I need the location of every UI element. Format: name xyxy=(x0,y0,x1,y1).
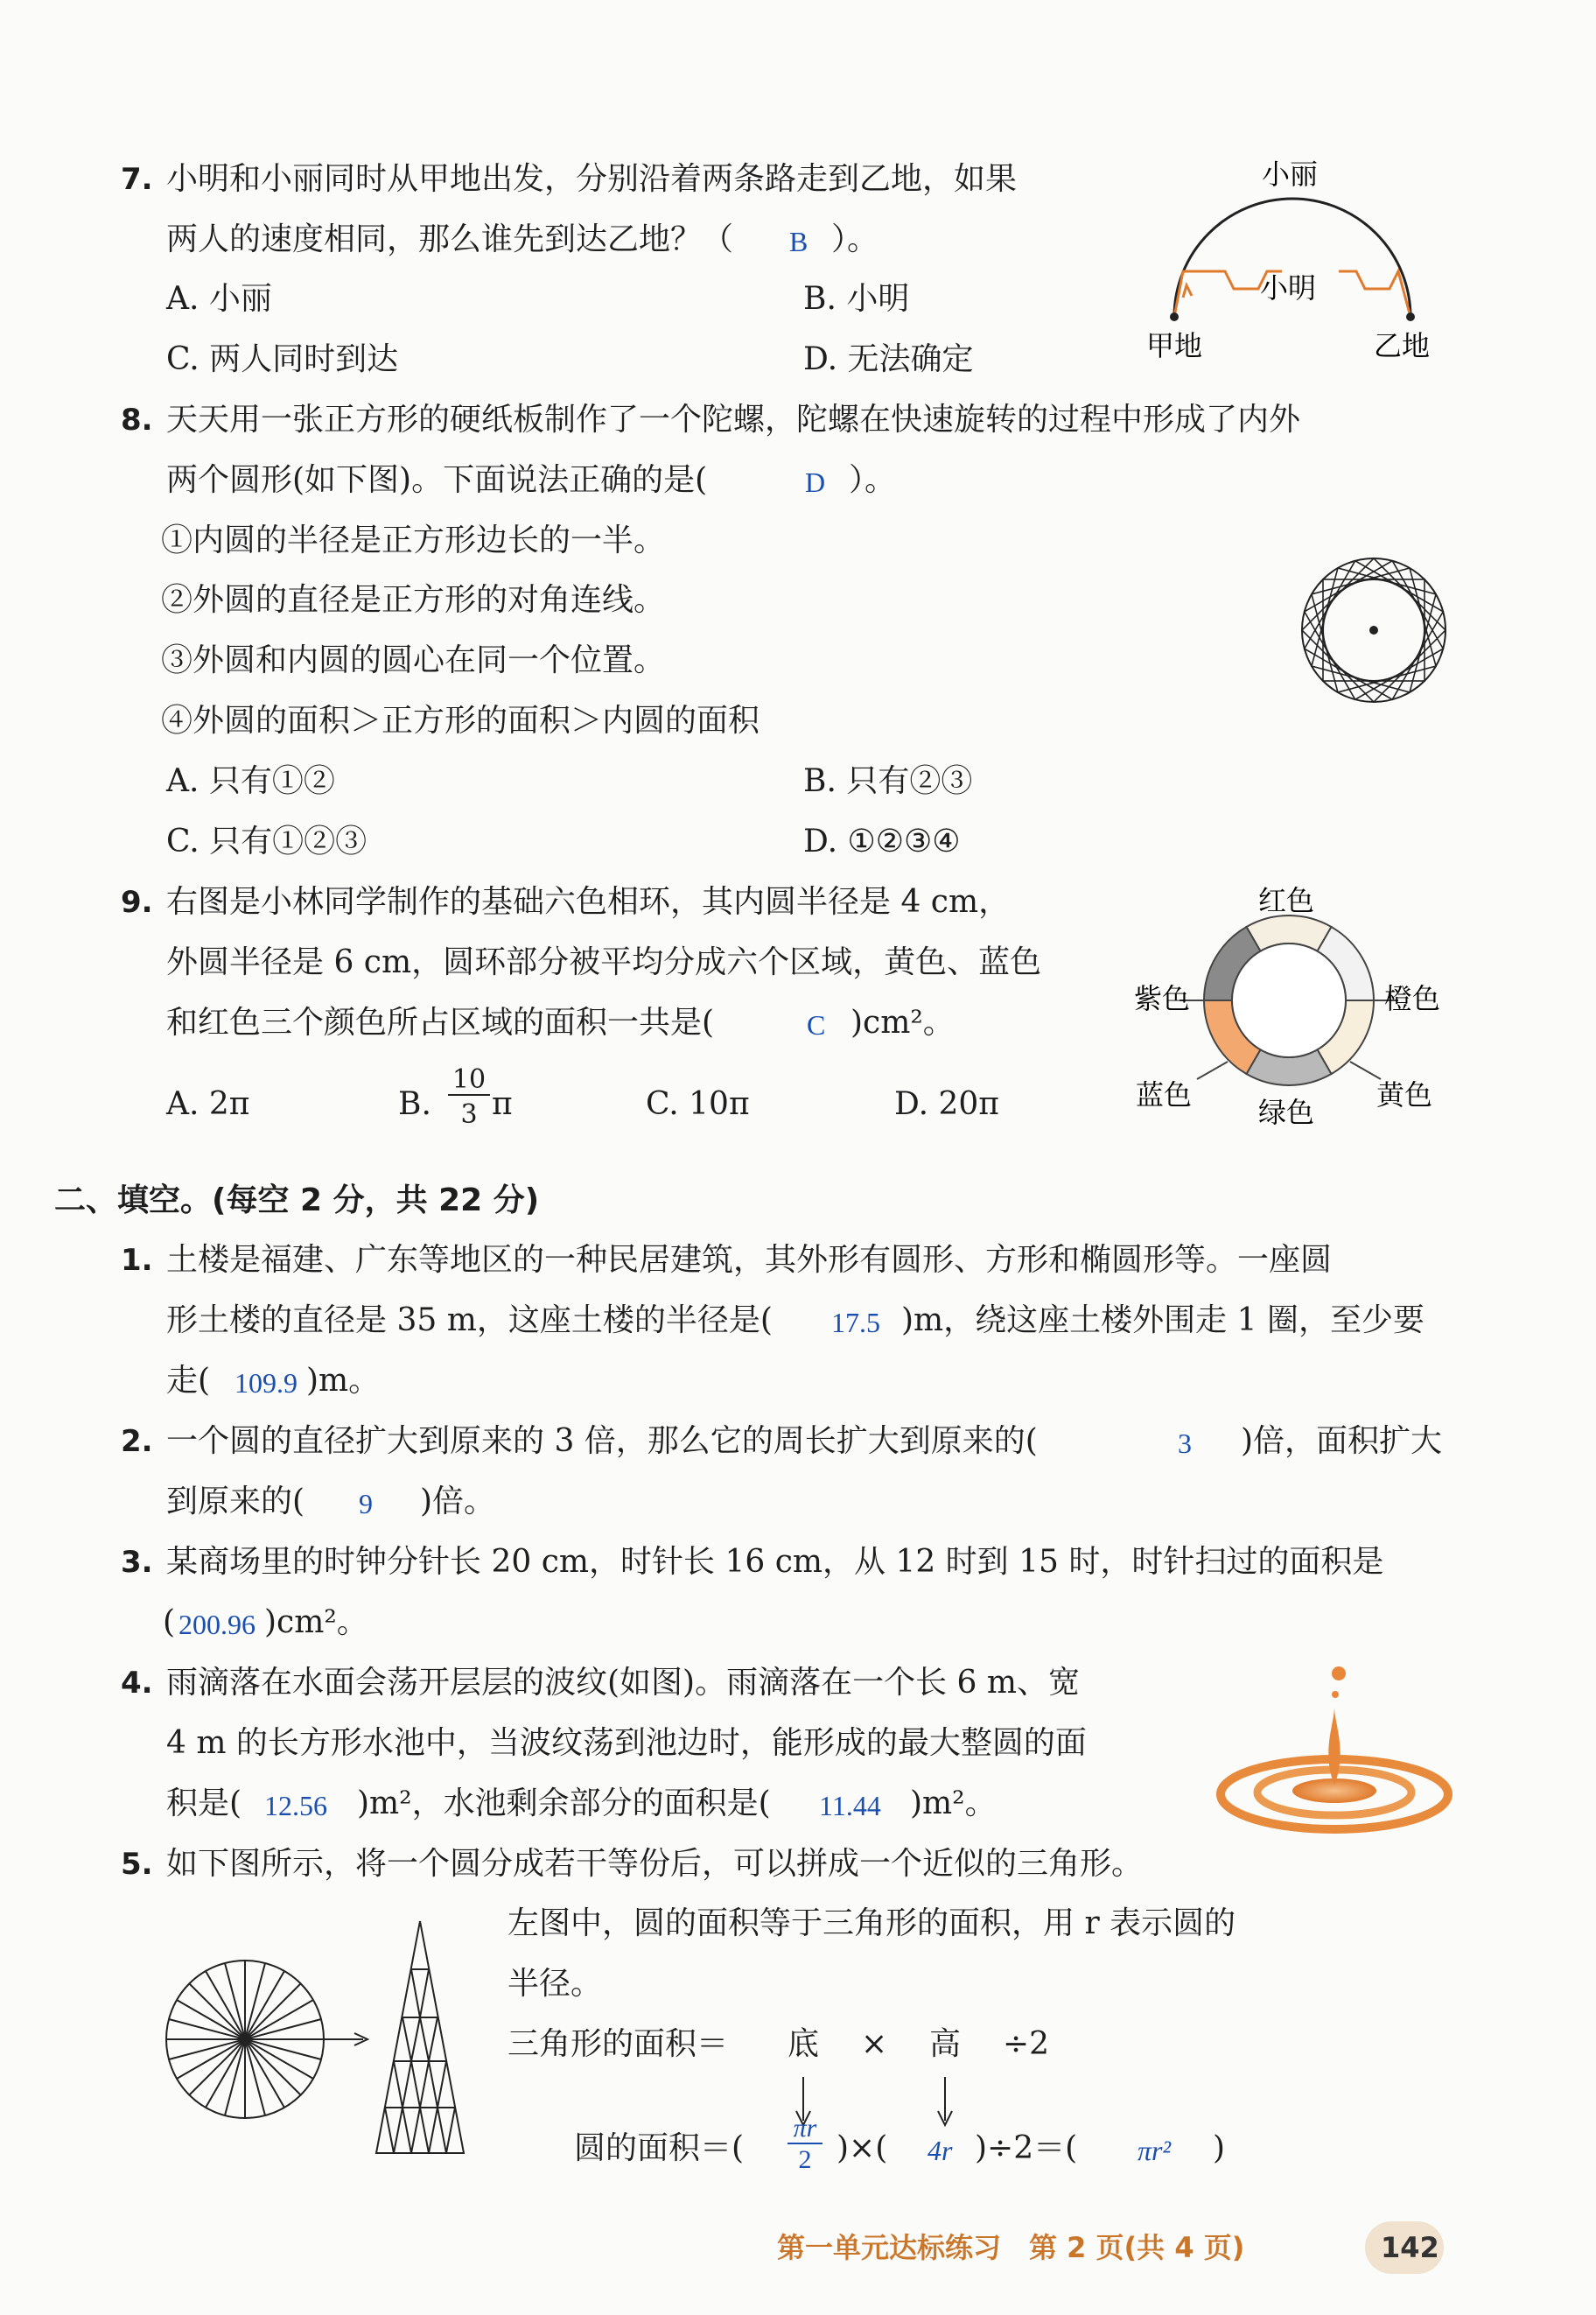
fill-q1-line2a: 形土楼的直径是 35 m，这座土楼的半径是( xyxy=(166,1302,773,1338)
q7-route-figure xyxy=(1129,158,1461,368)
fill-q4-line1: 雨滴落在水面会荡开层层的波纹(如图)。雨滴落在一个长 6 m、宽 xyxy=(166,1665,1081,1701)
q9-answer: C xyxy=(807,1009,826,1041)
q5-mid1: )×( xyxy=(836,2130,888,2166)
q7-line2b: ）。 xyxy=(831,221,879,257)
q5-description-1: 左图中，圆的面积等于三角形的面积，用 r 表示圆的 xyxy=(508,1905,1236,1941)
q8-answer: D xyxy=(805,467,826,498)
section2-title: 二、填空。(每空 2 分，共 22 分) xyxy=(54,1182,540,1218)
q8-option-b: B. 只有②③ xyxy=(803,763,973,799)
q5-answer1-numerator: πr xyxy=(788,2115,822,2144)
q5-circle-to-triangle-figure xyxy=(158,1917,490,2179)
q9-option-b-pi: π xyxy=(492,1086,513,1122)
fill-q2-number: 2. xyxy=(121,1424,153,1459)
fill-q1-line2b: )m，绕这座土楼外围走 1 圈，至少要 xyxy=(901,1302,1424,1338)
fill-q4-line2: 4 m 的长方形水池中，当波纹荡到池边时，能形成的最大整圆的面 xyxy=(166,1725,1087,1761)
q9-line2: 外圆半径是 6 cm，圆环部分被平均分成六个区域，黄色、蓝色 xyxy=(166,944,1042,980)
q8-option-c: C. 只有①②③ xyxy=(166,824,368,859)
q9-option-b-denominator: 3 xyxy=(460,1099,478,1130)
q7-option-c: C. 两人同时到达 xyxy=(166,341,399,377)
fill-q2-answer2: 9 xyxy=(359,1488,373,1519)
q5-circle-formula: 圆的面积＝( xyxy=(574,2130,745,2166)
q7-label-xiaoming: 小明 xyxy=(1260,271,1317,305)
fill-q1-line3b: )m。 xyxy=(306,1363,381,1399)
q4-water-ripple-figure xyxy=(1208,1654,1461,1838)
q9-option-a: A. 2π xyxy=(166,1086,250,1122)
q8-line1: 天天用一张正方形的硬纸板制作了一个陀螺，陀螺在快速旋转的过程中形成了内外 xyxy=(166,402,1301,438)
page-number: 142 xyxy=(1381,2231,1439,2264)
q9-option-b-label: B. xyxy=(398,1086,431,1122)
fill-q4-number: 4. xyxy=(121,1666,153,1701)
q5-height-label: 高 xyxy=(929,2026,962,2062)
q7-option-d: D. 无法确定 xyxy=(803,341,974,377)
q5-divide-two: ÷2 xyxy=(1003,2026,1050,2062)
fill-q1-answer2: 109.9 xyxy=(234,1367,298,1399)
q9-label-yellow: 黄色 xyxy=(1376,1078,1433,1112)
fill-q5-number: 5. xyxy=(121,1847,153,1882)
q5-answer2: 4r xyxy=(928,2135,953,2166)
fill-q2-line1a: 一个圆的直径扩大到原来的 3 倍，那么它的周长扩大到原来的( xyxy=(166,1423,1038,1459)
fill-q1-answer1: 17.5 xyxy=(831,1307,880,1338)
q8-number: 8. xyxy=(121,403,153,438)
q9-line3b: )cm²。 xyxy=(850,1005,955,1041)
fill-q1-line3a: 走( xyxy=(166,1363,211,1399)
q5-answer1-denominator: 2 xyxy=(798,2145,812,2174)
q7-label-yidi: 乙地 xyxy=(1374,329,1431,362)
footer-unit-label: 第一单元达标练习 第 2 页(共 4 页) xyxy=(777,2231,1245,2264)
q9-color-wheel-figure xyxy=(1129,875,1461,1129)
q7-line1: 小明和小丽同时从甲地出发，分别沿着两条路走到乙地，如果 xyxy=(166,161,1018,197)
q9-line3a: 和红色三个颜色所占区域的面积一共是( xyxy=(166,1005,715,1041)
fill-q4-line3c: )m²。 xyxy=(910,1785,997,1821)
q5-base-label: 底 xyxy=(788,2026,820,2062)
q8-line2a: 两个圆形(如下图)。下面说法正确的是( xyxy=(166,462,708,498)
q8-statement-3: ③外圆和内圆的圆心在同一个位置。 xyxy=(161,642,666,678)
q8-statement-2: ②外圆的直径是正方形的对角连线。 xyxy=(161,582,666,618)
q7-line2a: 两人的速度相同，那么谁先到达乙地？（ xyxy=(166,221,734,257)
fill-q1-number: 1. xyxy=(121,1243,153,1278)
q9-option-c: C. 10π xyxy=(646,1086,750,1122)
q8-option-a: A. 只有①② xyxy=(166,763,335,799)
q9-label-red: 红色 xyxy=(1258,884,1315,917)
q8-spinning-top-figure xyxy=(1295,551,1452,709)
q9-label-green: 绿色 xyxy=(1258,1096,1315,1129)
q5-description-2: 半径。 xyxy=(508,1966,603,2002)
fill-q2-line2a: 到原来的( xyxy=(166,1484,305,1519)
fill-q4-line3b: )m²，水池剩余部分的面积是( xyxy=(357,1785,771,1821)
q9-number: 9. xyxy=(121,885,153,920)
fill-q3-line2a: ( xyxy=(163,1604,176,1640)
fill-q3-line2b: )cm²。 xyxy=(264,1604,368,1640)
fill-q4-answer1: 12.56 xyxy=(264,1790,327,1821)
fill-q3-line1: 某商场里的时钟分针长 20 cm，时针长 16 cm，从 12 时到 15 时，时针扫过的面积是 xyxy=(166,1544,1384,1580)
fill-q4-answer2: 11.44 xyxy=(819,1790,881,1821)
q7-answer: B xyxy=(789,226,808,257)
fill-q1-line1: 土楼是福建、广东等地区的一种民居建筑，其外形有圆形、方形和椭圆形等。一座圆 xyxy=(166,1242,1333,1278)
q7-option-b: B. 小明 xyxy=(803,281,910,317)
fill-q3-answer: 200.96 xyxy=(178,1609,256,1640)
q5-triangle-formula: 三角形的面积＝ xyxy=(508,2026,729,2062)
q9-option-b-numerator: 10 xyxy=(448,1066,490,1096)
q7-number: 7. xyxy=(121,162,153,197)
q7-label-jiadi: 甲地 xyxy=(1146,329,1203,362)
fill-q2-line2b: )倍。 xyxy=(420,1484,496,1519)
q9-option-d: D. 20π xyxy=(894,1086,999,1122)
q8-statement-1: ①内圆的半径是正方形边长的一半。 xyxy=(161,523,666,558)
q9-line1: 右图是小林同学制作的基础六色相环，其内圆半径是 4 cm， xyxy=(166,884,1011,920)
q5-mid2: )÷2＝( xyxy=(975,2130,1078,2166)
fill-q5-line1: 如下图所示，将一个圆分成若干等份后，可以拼成一个近似的三角形。 xyxy=(166,1846,1144,1882)
q7-label-xiaoli: 小丽 xyxy=(1262,158,1319,191)
fill-q4-line3a: 积是( xyxy=(166,1785,242,1821)
q9-label-purple: 紫色 xyxy=(1134,982,1191,1015)
q9-label-blue: 蓝色 xyxy=(1136,1078,1193,1112)
q9-label-orange: 橙色 xyxy=(1384,982,1441,1015)
q5-times-sign: × xyxy=(861,2026,888,2062)
q8-statement-4: ④外圆的面积＞正方形的面积＞内圆的面积 xyxy=(161,703,760,739)
q7-option-a: A. 小丽 xyxy=(166,281,272,317)
q8-option-d: D. ①②③④ xyxy=(803,824,961,859)
fill-q3-number: 3. xyxy=(121,1545,153,1580)
fill-q2-line1b: )倍，面积扩大 xyxy=(1241,1423,1443,1459)
fill-q2-answer1: 3 xyxy=(1178,1428,1192,1459)
q5-end: ) xyxy=(1213,2130,1226,2166)
q8-line2b: ）。 xyxy=(849,462,897,498)
q5-answer3: πr² xyxy=(1138,2135,1172,2166)
